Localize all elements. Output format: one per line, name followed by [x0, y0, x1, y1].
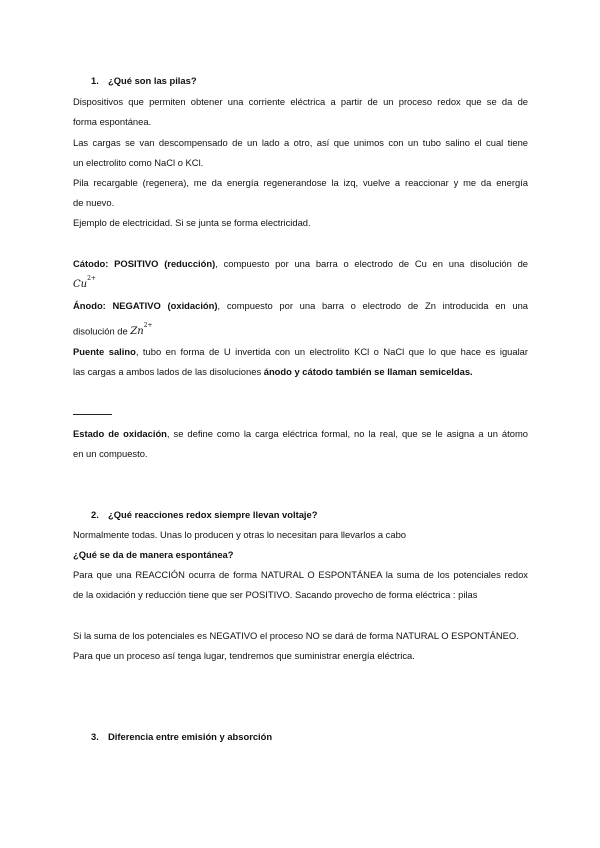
heading-text: ¿Qué reacciones redox siempre llevan voltaje?: [108, 509, 318, 520]
heading-q3: [91, 731, 546, 743]
anodo-definition: [73, 300, 528, 312]
paragraph-line: Ejemplo de electricidad. Si se junta se forma electricidad.: [73, 217, 311, 228]
subheading: ¿Qué se da de manera espontánea?: [73, 549, 234, 560]
puente-definition-cont: [73, 366, 528, 378]
paragraph-line: Dispositivos que permiten obtener una corriente eléctrica a partir de un proceso redox que se da de: [73, 96, 528, 107]
heading-text: ¿Qué son las pilas?: [108, 75, 197, 86]
term-label: Cátodo:: [73, 258, 109, 269]
paragraph-line: Si la suma de los potenciales es NEGATIVO el proceso NO se dará de forma NATURAL O ESPONTÁNEO.: [73, 630, 519, 641]
paragraph-line: Normalmente todas. Unas lo producen y otras lo necesitan para llevarlos a cabo: [73, 529, 406, 540]
term-emphasis: ánodo y cátodo también se llaman semiceldas.: [263, 366, 473, 377]
heading-q2: [91, 509, 546, 521]
term-text: , tubo en forma de U invertida con un electrolito KCl o NaCl que lo que hace es igualar: [135, 346, 528, 357]
puente-definition: [73, 346, 528, 358]
term-label: Puente salino: [73, 346, 136, 357]
formula-charge: 2+: [143, 322, 153, 329]
term-label: Estado de oxidación: [73, 428, 167, 439]
term-text: disolución de: [73, 325, 128, 337]
heading-text: Diferencia entre emisión y absorción: [108, 731, 273, 742]
heading-number: 1.: [91, 75, 99, 86]
paragraph-line: de la oxidación y reducción tiene que ser POSITIVO. Sacando provecho de forma eléctrica : pilas: [73, 589, 478, 600]
term-text: , compuesto por una barra o electrodo de Cu en una disolución de: [215, 258, 528, 269]
formula-charge: 2+: [87, 275, 96, 282]
formula-base: Zn: [130, 326, 144, 338]
divider-line: [73, 414, 112, 415]
term-text: , compuesto por una barra o electrodo de Zn introducida en una: [217, 300, 528, 311]
formula-base: Cu: [73, 279, 88, 291]
term-text: , se define como la carga eléctrica formal, no la real, que se le asigna a un átomo: [166, 428, 528, 439]
paragraph-line: forma espontánea.: [73, 116, 152, 127]
heading-q1: [91, 75, 546, 87]
paragraph-line: un electrolito como NaCl o KCl.: [73, 157, 204, 168]
paragraph-line: Pila recargable (regenera), me da energía regenerandose la izq, vuelve a reaccionar y me da energía: [73, 177, 528, 188]
paragraph-line: en un compuesto.: [73, 448, 148, 459]
formula-cu: [73, 276, 528, 291]
catodo-definition: [73, 258, 528, 270]
heading-number: 3.: [91, 731, 99, 742]
term-text: las cargas a ambos lados de las disoluciones: [73, 366, 264, 377]
heading-number: 2.: [91, 509, 99, 520]
paragraph-line: Para que un proceso así tenga lugar, tendremos que suministrar energía eléctrica.: [73, 650, 415, 661]
term-emphasis: NEGATIVO (oxidación): [112, 300, 218, 311]
estado-definition: [73, 428, 528, 440]
paragraph-line: Las cargas se van descompensado de un lado a otro, así que unimos con un tubo salino el cual tiene: [73, 137, 528, 148]
paragraph-line: Para que una REACCIÓN ocurra de forma NATURAL O ESPONTÁNEA la suma de los potenciales redox: [73, 569, 528, 580]
term-label: Ánodo:: [73, 300, 106, 311]
anodo-definition-cont: [73, 323, 528, 338]
term-emphasis: POSITIVO (reducción): [114, 258, 216, 269]
paragraph-line: de nuevo.: [73, 197, 115, 208]
